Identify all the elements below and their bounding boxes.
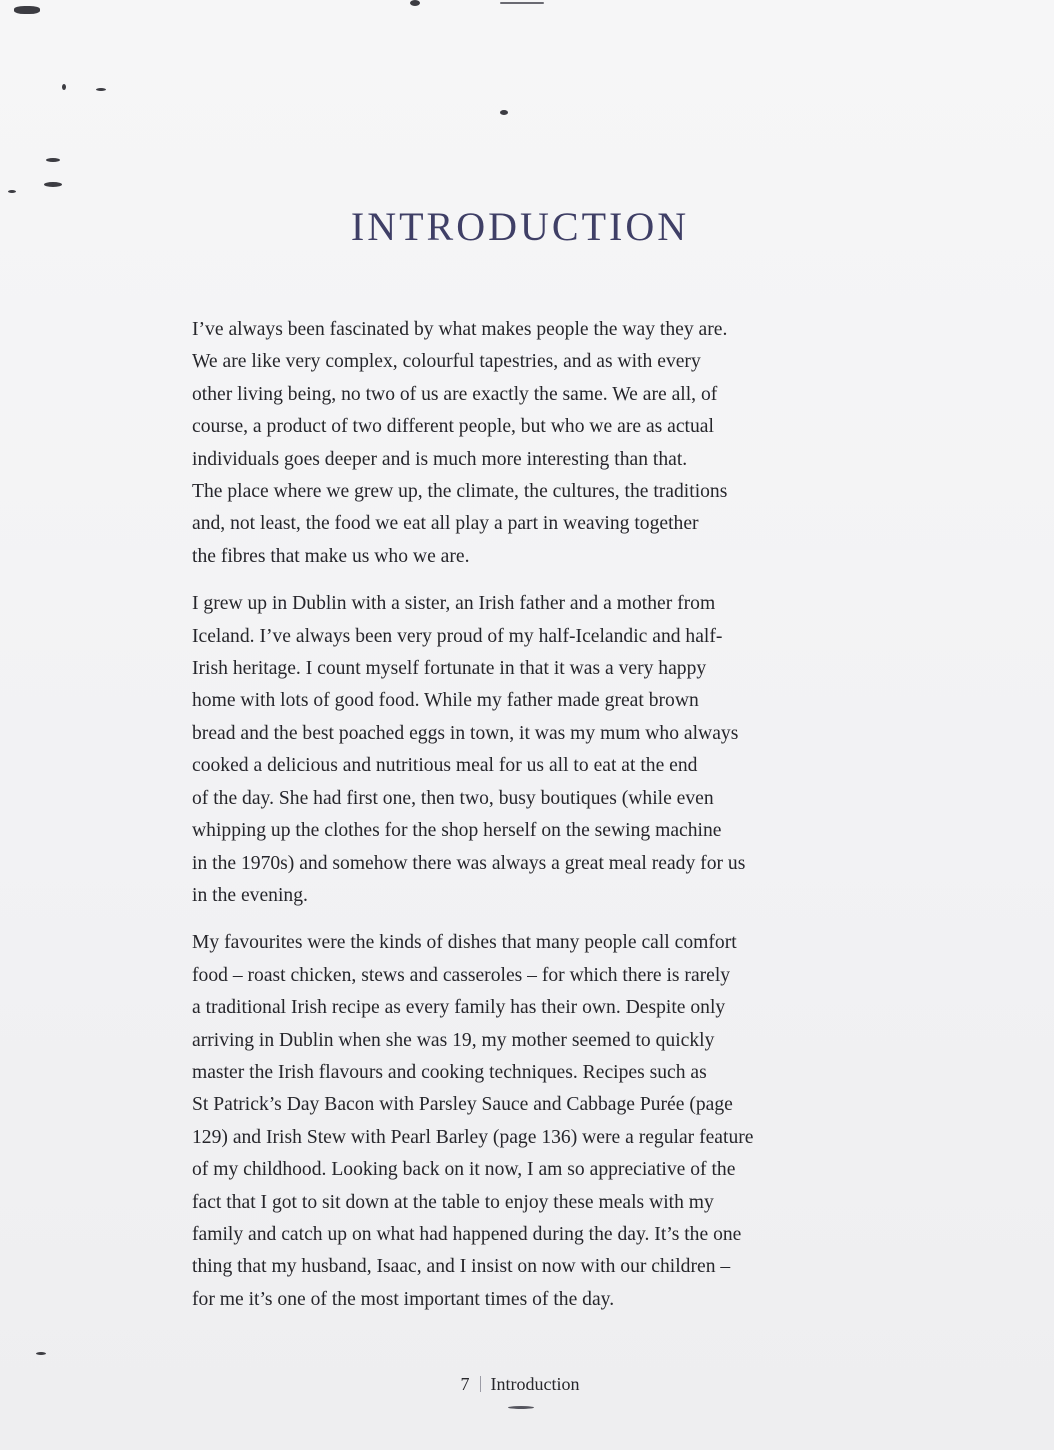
- text-line: master the Irish flavours and cooking techniques. Recipes such as: [192, 1061, 707, 1083]
- text-line: I grew up in Dublin with a sister, an Irish father and a mother from: [192, 593, 716, 615]
- running-section-title: Introduction: [490, 1374, 580, 1394]
- text-line: a traditional Irish recipe as every family has their own. Despite only: [192, 997, 726, 1019]
- text-line: whipping up the clothes for the shop herself on the sewing machine: [192, 820, 722, 842]
- text-line: for me it’s one of the most important times of the day.: [192, 1288, 615, 1310]
- ink-speck: [8, 190, 16, 193]
- page-number: 7: [460, 1374, 470, 1394]
- text-line: 129) and Irish Stew with Pearl Barley (page 136) were a regular feature: [192, 1126, 754, 1148]
- ink-speck: [500, 2, 544, 4]
- text-line: in the 1970s) and somehow there was always a great meal ready for us: [192, 852, 746, 874]
- text-line: My favourites were the kinds of dishes that many people call comfort: [192, 932, 737, 954]
- text-line: Irish heritage. I count myself fortunate in that it was a very happy: [192, 658, 707, 680]
- text-line: cooked a delicious and nutritious meal for us all to eat at the end: [192, 755, 698, 777]
- text-line: of the day. She had first one, then two, busy boutiques (while even: [192, 787, 714, 809]
- text-line: and, not least, the food we eat all play a part in weaving together: [192, 513, 699, 535]
- text-line: I’ve always been fascinated by what makes people the way they are.: [192, 319, 728, 340]
- ink-speck: [36, 1352, 46, 1355]
- text-line: bread and the best poached eggs in town, it was my mum who always: [192, 722, 739, 744]
- page-footer: [0, 1374, 1040, 1395]
- ink-speck: [14, 6, 40, 14]
- text-line: The place where we grew up, the climate, the cultures, the traditions: [192, 481, 728, 503]
- text-line: food – roast chicken, stews and casseroles – for which there is rarely: [192, 964, 731, 986]
- text-line: thing that my husband, Isaac, and I insist on now with our children –: [192, 1256, 731, 1278]
- page-title: INTRODUCTION: [350, 203, 690, 249]
- footer-divider: [480, 1376, 481, 1392]
- ink-speck: [410, 0, 420, 6]
- ink-speck: [96, 88, 106, 91]
- text-line: Iceland. I’ve always been very proud of my half-Icelandic and half-: [192, 625, 723, 647]
- text-line: in the evening.: [192, 884, 308, 906]
- text-line: We are like very complex, colourful tapestries, and as with every: [192, 351, 701, 373]
- paragraph: [192, 927, 852, 1316]
- text-line: St Patrick’s Day Bacon with Parsley Sauce and Cabbage Purée (page: [192, 1094, 733, 1116]
- body-text: [192, 314, 852, 1331]
- text-line: home with lots of good food. While my father made great brown: [192, 690, 699, 712]
- ink-speck: [46, 158, 60, 162]
- text-line: arriving in Dublin when she was 19, my mother seemed to quickly: [192, 1029, 715, 1051]
- ink-speck: [500, 110, 508, 115]
- text-line: of my childhood. Looking back on it now, I am so appreciative of the: [192, 1159, 736, 1181]
- ink-speck: [508, 1406, 534, 1409]
- text-line: family and catch up on what had happened during the day. It’s the one: [192, 1223, 742, 1245]
- paragraph: [192, 314, 852, 573]
- text-line: course, a product of two different people, but who we are as actual: [192, 416, 714, 438]
- ink-speck: [44, 182, 62, 187]
- text-line: fact that I got to sit down at the table to enjoy these meals with my: [192, 1191, 714, 1213]
- text-line: other living being, no two of us are exactly the same. We are all, of: [192, 383, 718, 405]
- text-line: individuals goes deeper and is much more interesting than that.: [192, 448, 688, 470]
- text-line: the fibres that make us who we are.: [192, 545, 470, 567]
- ink-speck: [62, 84, 66, 90]
- paragraph: [192, 588, 852, 912]
